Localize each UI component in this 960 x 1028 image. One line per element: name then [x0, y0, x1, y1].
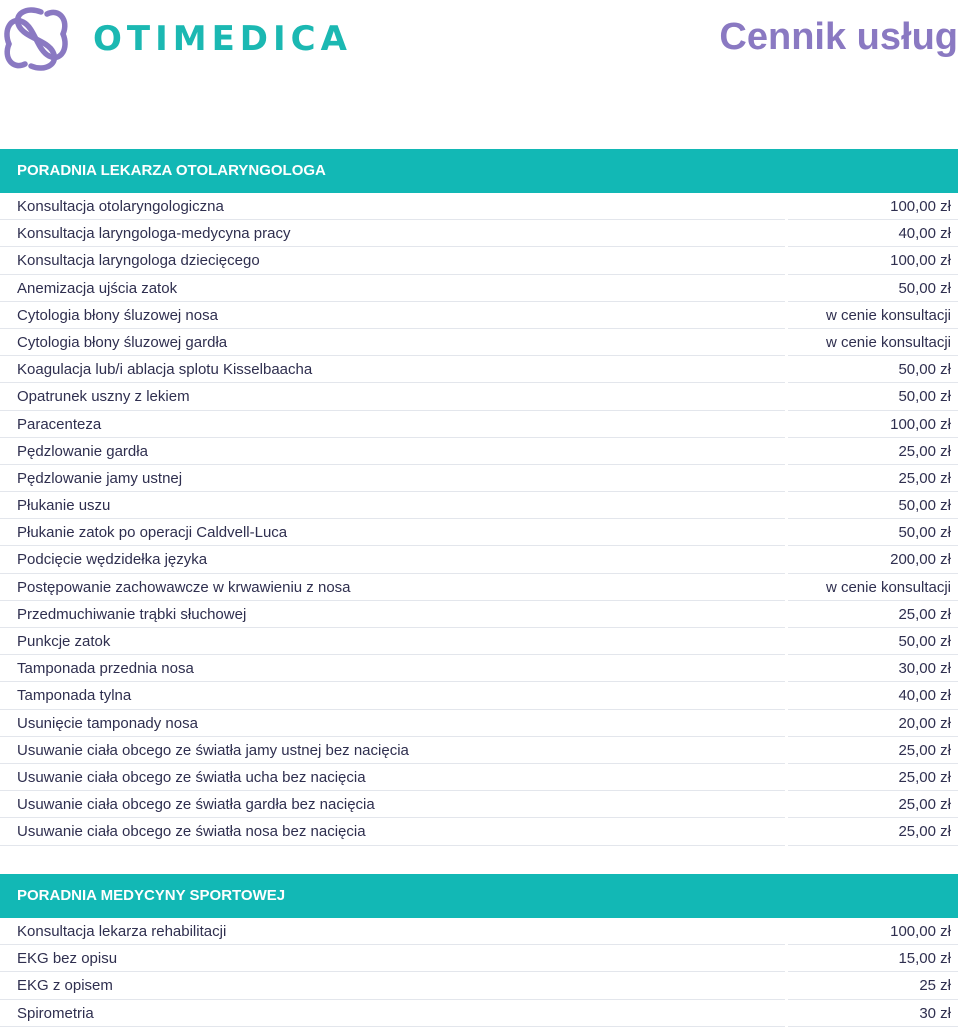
service-price: 50,00 zł [788, 275, 958, 302]
price-list [0, 918, 958, 1027]
service-name: Przedmuchiwanie trąbki słuchowej [0, 601, 785, 628]
service-name: Tamponada przednia nosa [0, 655, 785, 682]
table-row [0, 628, 958, 655]
service-name: Płukanie zatok po operacji Caldvell-Luca [0, 519, 785, 546]
service-price: 25,00 zł [788, 737, 958, 764]
section-title: PORADNIA MEDYCYNY SPORTOWEJ [0, 874, 958, 918]
service-price: 100,00 zł [788, 193, 958, 220]
service-price: 25 zł [788, 972, 958, 999]
service-name: Punkcje zatok [0, 628, 785, 655]
service-price: 100,00 zł [788, 247, 958, 274]
service-price: 200,00 zł [788, 546, 958, 573]
service-name: Usunięcie tamponady nosa [0, 710, 785, 737]
table-row [0, 546, 958, 573]
table-row [0, 945, 958, 972]
brand-name: OTIMEDICA [93, 19, 352, 59]
table-row [0, 1000, 958, 1027]
service-name: Koagulacja lub/i ablacja splotu Kisselbaacha [0, 356, 785, 383]
service-price: 25,00 zł [788, 791, 958, 818]
service-name: Konsultacja laryngologa dziecięcego [0, 247, 785, 274]
service-name: Podcięcie wędzidełka języka [0, 546, 785, 573]
service-price: 50,00 zł [788, 383, 958, 410]
page-title: Cennik usług [719, 16, 958, 58]
service-name: Konsultacja lekarza rehabilitacji [0, 918, 785, 945]
service-price: 20,00 zł [788, 710, 958, 737]
service-name: Konsultacja otolaryngologiczna [0, 193, 785, 220]
table-row [0, 574, 958, 601]
table-row [0, 818, 958, 845]
service-price: 25,00 zł [788, 465, 958, 492]
service-name: Paracenteza [0, 411, 785, 438]
table-row [0, 519, 958, 546]
service-price: 40,00 zł [788, 220, 958, 247]
service-name: Płukanie uszu [0, 492, 785, 519]
service-price: 30,00 zł [788, 655, 958, 682]
table-row [0, 764, 958, 791]
table-row [0, 492, 958, 519]
table-row [0, 193, 958, 220]
table-row [0, 972, 958, 999]
service-price: 50,00 zł [788, 492, 958, 519]
service-price: w cenie konsultacji [788, 574, 958, 601]
table-row [0, 710, 958, 737]
table-row [0, 438, 958, 465]
service-price: 25,00 zł [788, 438, 958, 465]
service-price: 50,00 zł [788, 628, 958, 655]
table-row [0, 356, 958, 383]
service-name: Pędzlowanie jamy ustnej [0, 465, 785, 492]
service-name: Usuwanie ciała obcego ze światła nosa bez nacięcia [0, 818, 785, 845]
table-row [0, 329, 958, 356]
service-name: Konsultacja laryngologa-medycyna pracy [0, 220, 785, 247]
section-otolaryngology [0, 149, 958, 846]
section-sports-medicine [0, 874, 958, 1027]
otimedica-logo-icon [1, 4, 71, 74]
service-price: 50,00 zł [788, 356, 958, 383]
service-name: EKG bez opisu [0, 945, 785, 972]
service-price: 25,00 zł [788, 601, 958, 628]
service-price: 100,00 zł [788, 411, 958, 438]
table-row [0, 682, 958, 709]
service-price: 50,00 zł [788, 519, 958, 546]
table-row [0, 737, 958, 764]
price-list [0, 193, 958, 846]
service-name: Cytologia błony śluzowej nosa [0, 302, 785, 329]
service-price: 25,00 zł [788, 818, 958, 845]
table-row [0, 791, 958, 818]
table-row [0, 655, 958, 682]
table-row [0, 275, 958, 302]
table-row [0, 220, 958, 247]
service-name: Pędzlowanie gardła [0, 438, 785, 465]
service-price: 30 zł [788, 1000, 958, 1027]
service-name: Usuwanie ciała obcego ze światła jamy ustnej bez nacięcia [0, 737, 785, 764]
table-row [0, 465, 958, 492]
table-row [0, 918, 958, 945]
service-price: 40,00 zł [788, 682, 958, 709]
table-row [0, 383, 958, 410]
table-row [0, 411, 958, 438]
service-price: 25,00 zł [788, 764, 958, 791]
service-name: Opatrunek uszny z lekiem [0, 383, 785, 410]
service-price: 15,00 zł [788, 945, 958, 972]
service-name: Cytologia błony śluzowej gardła [0, 329, 785, 356]
service-name: Spirometria [0, 1000, 785, 1027]
service-name: Anemizacja ujścia zatok [0, 275, 785, 302]
page-header [0, 0, 960, 90]
service-price: w cenie konsultacji [788, 329, 958, 356]
table-row [0, 302, 958, 329]
table-row [0, 247, 958, 274]
service-name: Usuwanie ciała obcego ze światła ucha bez nacięcia [0, 764, 785, 791]
service-name: EKG z opisem [0, 972, 785, 999]
service-price: w cenie konsultacji [788, 302, 958, 329]
service-name: Postępowanie zachowawcze w krwawieniu z nosa [0, 574, 785, 601]
section-title: PORADNIA LEKARZA OTOLARYNGOLOGA [0, 149, 958, 193]
service-name: Tamponada tylna [0, 682, 785, 709]
service-name: Usuwanie ciała obcego ze światła gardła bez nacięcia [0, 791, 785, 818]
service-price: 100,00 zł [788, 918, 958, 945]
table-row [0, 601, 958, 628]
